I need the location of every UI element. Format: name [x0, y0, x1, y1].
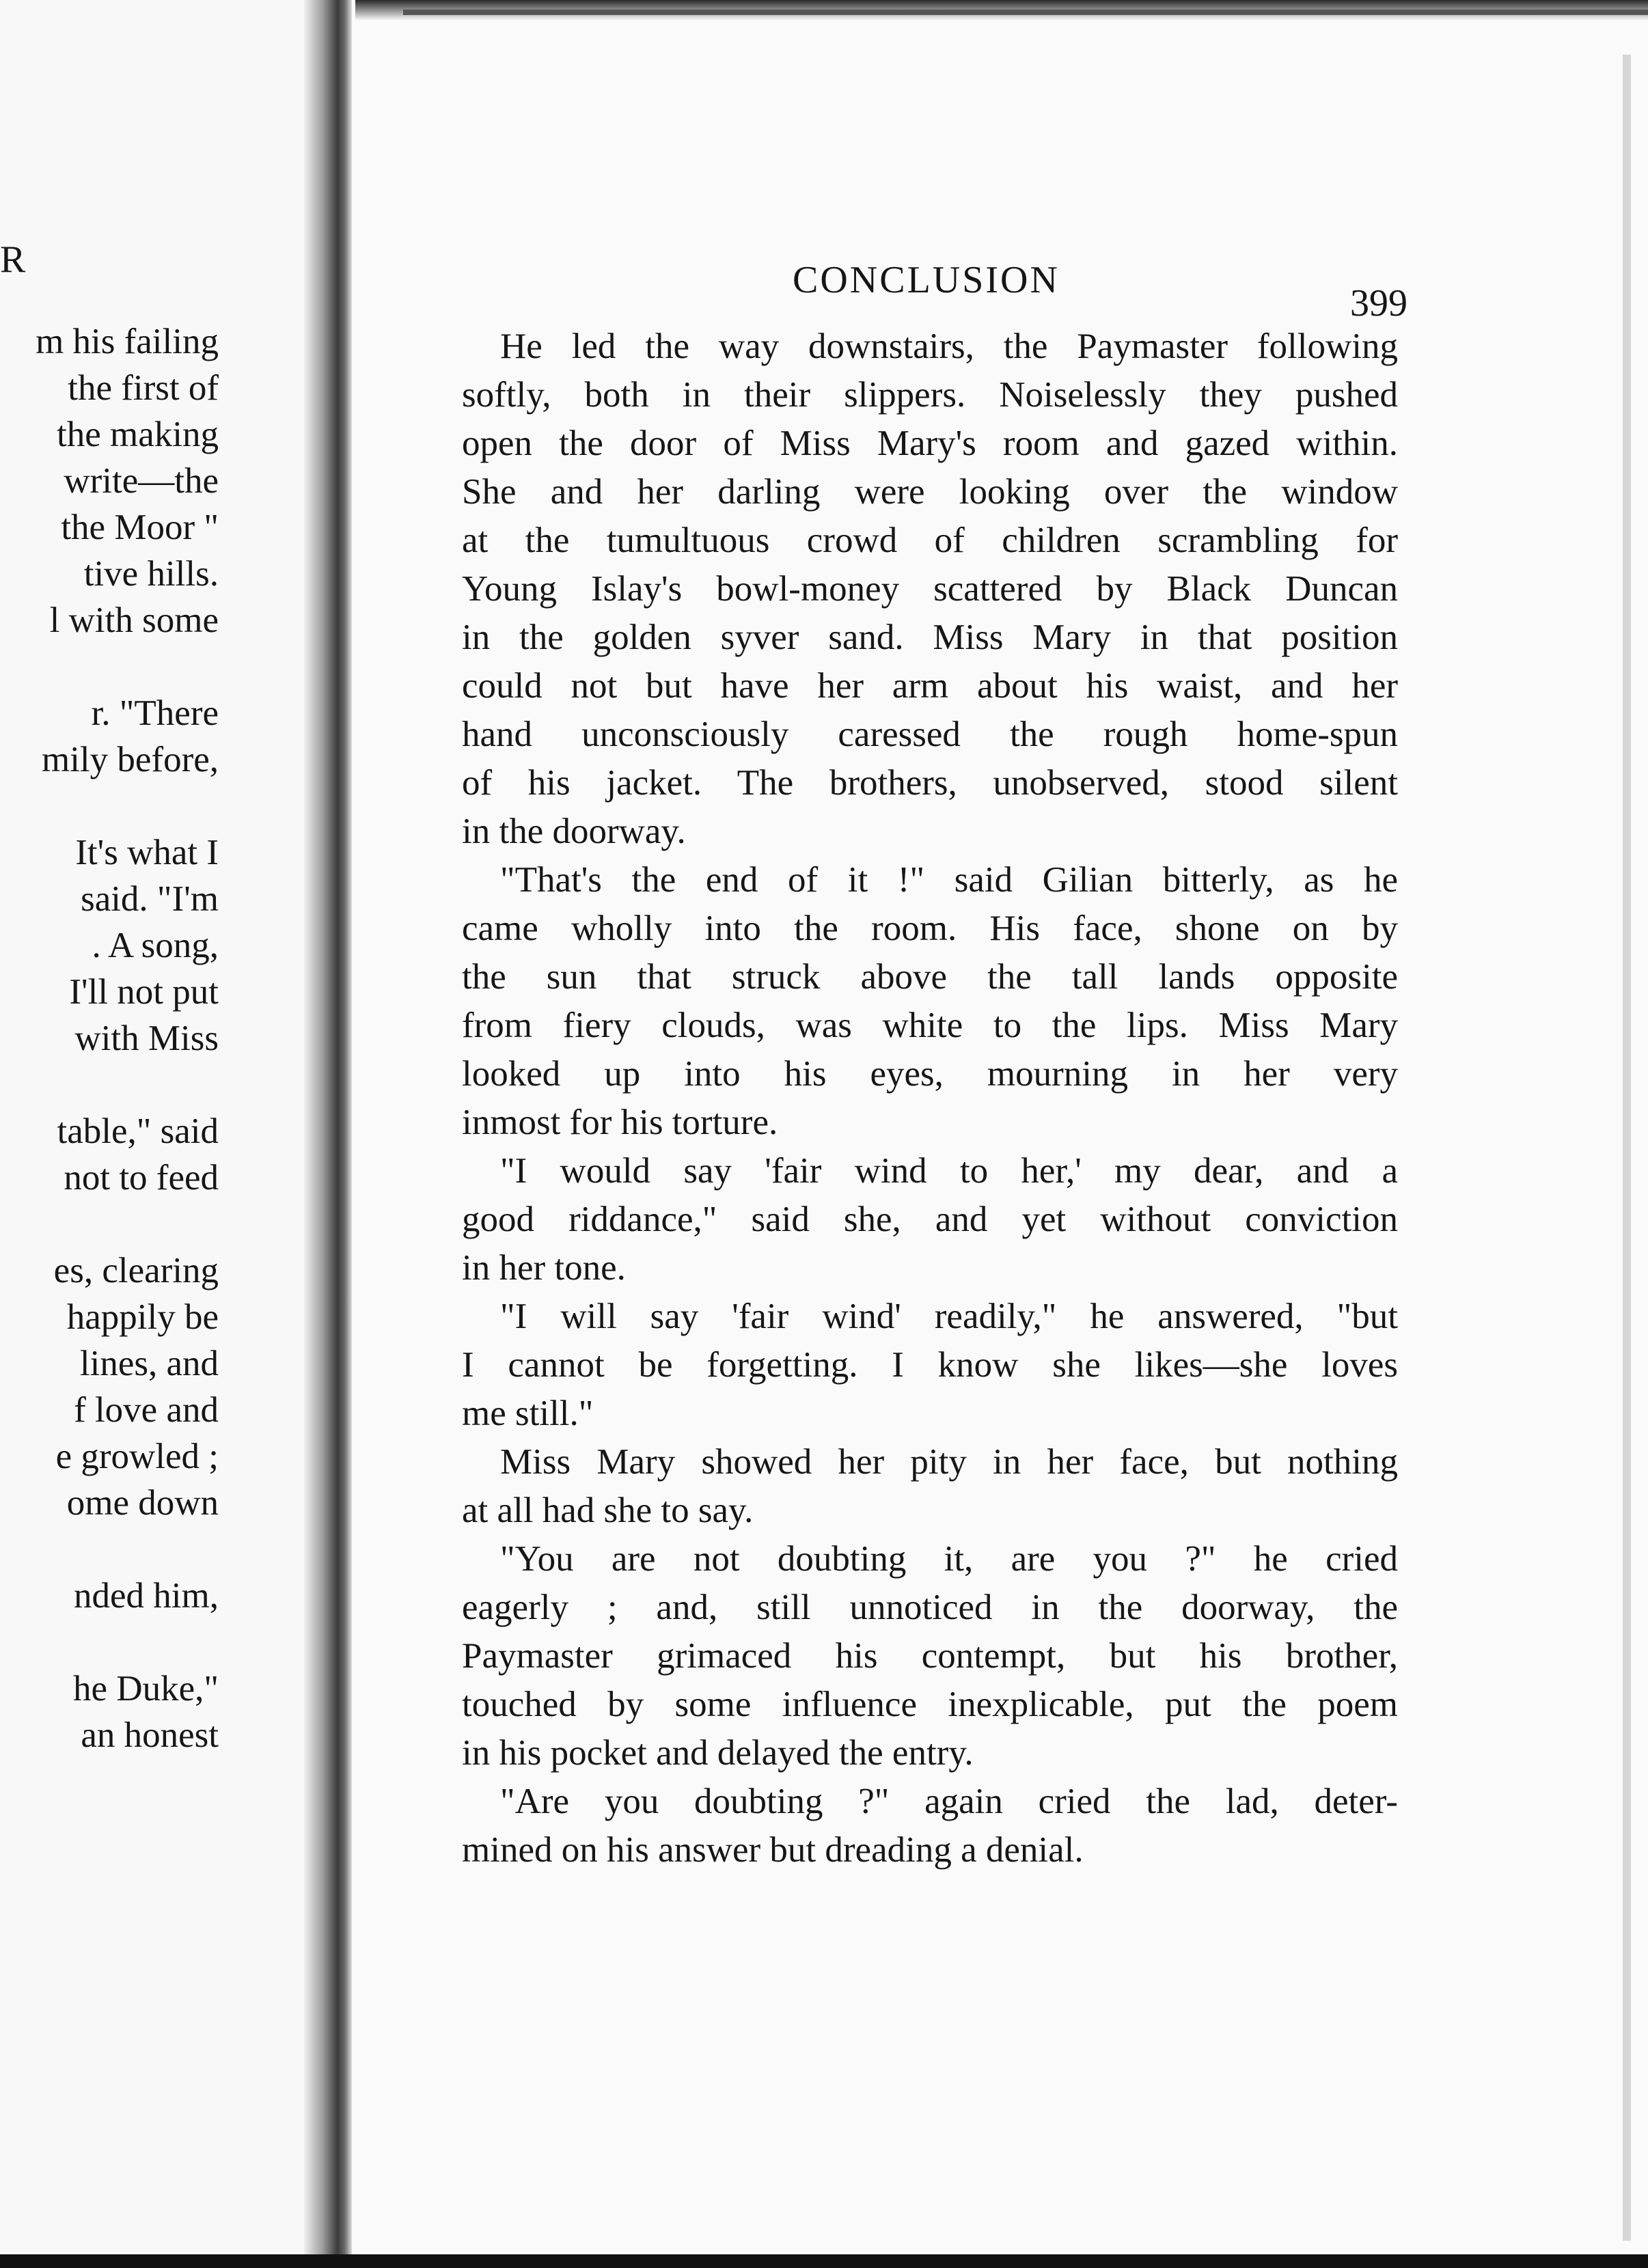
- text-line: of his jacket. The brothers, unobserved, stood silent: [462, 763, 1398, 803]
- text-line: the sun that struck above the tall lands opposite: [462, 957, 1398, 997]
- text-line: could not but have her arm about his waist, and her: [462, 666, 1398, 706]
- left-page-line: mily before,: [41, 740, 219, 779]
- text-line: He led the way downstairs, the Paymaster following: [500, 327, 1398, 366]
- text-line: in her tone.: [462, 1248, 626, 1288]
- text-line: softly, both in their slippers. Noiselessly they pushed: [462, 375, 1398, 415]
- text-line: in the doorway.: [462, 812, 686, 851]
- left-page-line: I'll not put: [69, 972, 219, 1012]
- left-page-line: write—the: [64, 461, 219, 501]
- left-page-line: It's what I: [75, 833, 219, 872]
- text-line: "You are not doubting it, are you ?" he cried: [500, 1539, 1398, 1579]
- left-page: [0, 0, 321, 2268]
- running-head: CONCLUSION: [793, 259, 1060, 301]
- left-page-line: es, clearing: [53, 1251, 219, 1290]
- text-line: good riddance," said she, and yet without conviction: [462, 1200, 1398, 1239]
- left-page-line: e growled ;: [55, 1437, 219, 1476]
- left-page-line: not to feed: [64, 1158, 219, 1198]
- text-line: Paymaster grimaced his contempt, but his brother,: [462, 1636, 1398, 1676]
- left-page-line: ome down: [66, 1483, 219, 1523]
- left-page-line: the first of: [68, 368, 219, 408]
- left-page-line: table," said: [57, 1111, 219, 1151]
- left-page-line: the Moor ": [61, 508, 219, 547]
- left-page-text: [0, 0, 321, 2268]
- text-line: touched by some influence inexplicable, put the poem: [462, 1685, 1398, 1724]
- text-line: "That's the end of it !" said Gilian bitterly, as he: [500, 860, 1398, 900]
- left-page-line: with Miss: [74, 1019, 219, 1058]
- left-page-line: the making: [57, 415, 219, 454]
- text-line: Young Islay's bowl-money scattered by Black Duncan: [462, 569, 1398, 609]
- text-line: in the golden syver sand. Miss Mary in that position: [462, 618, 1398, 657]
- text-line: open the door of Miss Mary's room and gazed within.: [462, 424, 1398, 463]
- left-page-line: nded him,: [74, 1576, 219, 1616]
- left-page-line: r. "There: [91, 693, 219, 733]
- text-line: from fiery clouds, was white to the lips. Miss Mary: [462, 1006, 1398, 1045]
- left-page-line: . A song,: [92, 926, 219, 965]
- left-page-line: an honest: [81, 1715, 219, 1755]
- left-page-line: m his failing: [36, 322, 219, 361]
- text-line: eagerly ; and, still unnoticed in the doorway, the: [462, 1588, 1398, 1627]
- text-line: inmost for his torture.: [462, 1103, 778, 1142]
- left-page-line: f love and: [74, 1390, 219, 1430]
- left-page-line: tive hills.: [83, 554, 219, 594]
- text-line: Miss Mary showed her pity in her face, but nothing: [500, 1442, 1398, 1482]
- text-line: at the tumultuous crowd of children scrambling for: [462, 521, 1398, 560]
- text-line: in his pocket and delayed the entry.: [462, 1733, 974, 1773]
- page-top-edge: [403, 10, 1648, 15]
- page-header: [478, 258, 1407, 324]
- left-page-line: said. "I'm: [81, 879, 219, 919]
- gutter-shadow: [304, 0, 352, 2268]
- text-line: "I would say 'fair wind to her,' my dear, and a: [500, 1151, 1398, 1191]
- text-line: I cannot be forgetting. I know she likes—she loves: [462, 1345, 1398, 1385]
- text-line: "Are you doubting ?" again cried the lad, deter-: [500, 1782, 1398, 1821]
- text-line: me still.": [462, 1394, 594, 1433]
- text-line: hand unconsciously caressed the rough home-spun: [462, 715, 1398, 754]
- left-page-line: lines, and: [79, 1344, 219, 1383]
- page-number: 399: [1350, 282, 1407, 324]
- left-page-line: happily be: [66, 1297, 219, 1337]
- text-line: She and her darling were looking over the window: [462, 472, 1398, 512]
- text-line: came wholly into the room. His face, shone on by: [462, 909, 1398, 948]
- body-text: [462, 322, 1398, 1875]
- left-page-corner-letter: R: [0, 238, 26, 281]
- text-line: at all had she to say.: [462, 1491, 754, 1530]
- text-line: "I will say 'fair wind' readily," he answered, "but: [500, 1297, 1398, 1336]
- page-right-edge: [1623, 55, 1631, 2241]
- left-page-line: l with some: [49, 600, 219, 640]
- left-page-line: he Duke,": [73, 1669, 219, 1709]
- text-line: mined on his answer but dreading a denial.: [462, 1830, 1084, 1870]
- text-line: looked up into his eyes, mourning in her very: [462, 1054, 1398, 1094]
- page-bottom-edge: [0, 2254, 1648, 2268]
